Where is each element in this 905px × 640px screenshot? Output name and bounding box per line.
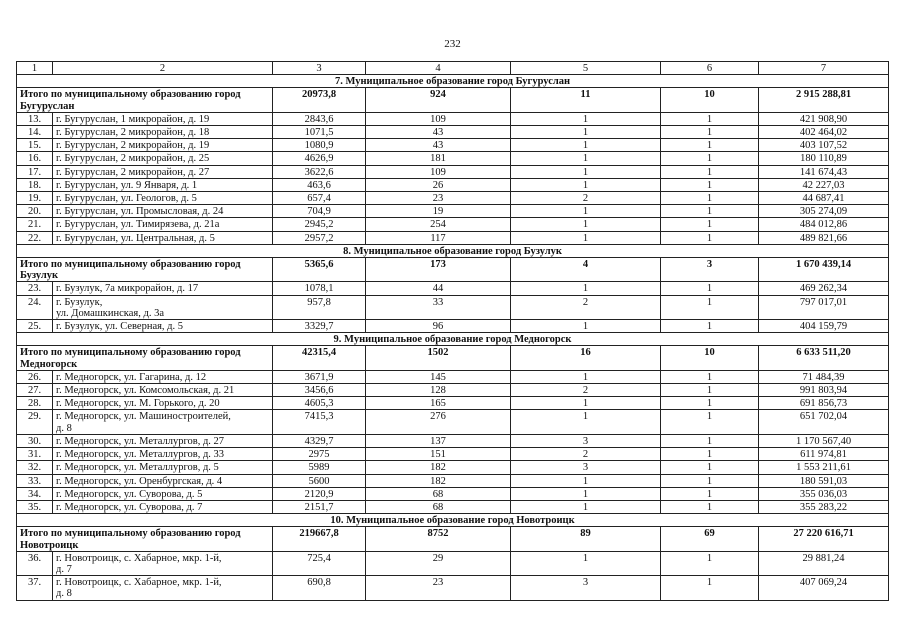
row-col5: 1 — [511, 112, 661, 125]
total-count: 173 — [366, 258, 511, 282]
row-col5: 1 — [511, 487, 661, 500]
row-col6: 1 — [661, 461, 759, 474]
row-count: 33 — [366, 295, 511, 319]
table-row — [17, 112, 889, 125]
row-col5: 1 — [511, 282, 661, 295]
row-count: 26 — [366, 178, 511, 191]
total-label: Итого по муниципальному образованию город Бугуруслан — [17, 88, 273, 112]
row-area: 725,4 — [273, 551, 366, 575]
total-label: Итого по муниципальному образованию город Медногорск — [17, 346, 273, 370]
row-count: 128 — [366, 384, 511, 397]
row-count: 137 — [366, 434, 511, 447]
row-area: 4626,9 — [273, 152, 366, 165]
row-count: 117 — [366, 231, 511, 244]
row-area: 2975 — [273, 448, 366, 461]
row-col6: 1 — [661, 178, 759, 191]
row-address: г. Бугуруслан, 2 микрорайон, д. 19 — [53, 139, 273, 152]
row-address: г. Медногорск, ул. Гагарина, д. 12 — [53, 370, 273, 383]
section-row — [17, 244, 889, 257]
row-col5: 2 — [511, 192, 661, 205]
table-row — [17, 152, 889, 165]
table-row — [17, 320, 889, 333]
row-count: 254 — [366, 218, 511, 231]
total-row — [17, 258, 889, 282]
row-col6: 1 — [661, 192, 759, 205]
row-col5: 1 — [511, 178, 661, 191]
total-area: 219667,8 — [273, 527, 366, 551]
total-col5: 16 — [511, 346, 661, 370]
row-address: г. Бузулук, 7а микрорайон, д. 17 — [53, 282, 273, 295]
row-sum: 180 110,89 — [759, 152, 889, 165]
row-col6: 1 — [661, 165, 759, 178]
row-col6: 1 — [661, 282, 759, 295]
total-row — [17, 527, 889, 551]
row-sum: 484 012,86 — [759, 218, 889, 231]
table-row — [17, 397, 889, 410]
total-area: 20973,8 — [273, 88, 366, 112]
row-col5: 1 — [511, 231, 661, 244]
row-sum: 141 674,43 — [759, 165, 889, 178]
row-col5: 3 — [511, 576, 661, 600]
row-number: 31. — [17, 448, 53, 461]
row-address: г. Медногорск, ул. Оренбургская, д. 4 — [53, 474, 273, 487]
row-col6: 1 — [661, 474, 759, 487]
row-area: 3329,7 — [273, 320, 366, 333]
row-sum: 797 017,01 — [759, 295, 889, 319]
row-address: г. Бугуруслан, 2 микрорайон, д. 27 — [53, 165, 273, 178]
section-title: 9. Муниципальное образование город Медногорск — [17, 333, 889, 346]
row-col5: 1 — [511, 152, 661, 165]
header-cell: 3 — [273, 62, 366, 75]
row-count: 19 — [366, 205, 511, 218]
row-sum: 44 687,41 — [759, 192, 889, 205]
row-address: г. Бузулук, ул. Северная, д. 5 — [53, 320, 273, 333]
row-count: 182 — [366, 474, 511, 487]
row-number: 21. — [17, 218, 53, 231]
row-number: 19. — [17, 192, 53, 205]
row-count: 96 — [366, 320, 511, 333]
row-number: 37. — [17, 576, 53, 600]
table-row — [17, 500, 889, 513]
row-sum: 402 464,02 — [759, 126, 889, 139]
table-body — [17, 62, 889, 601]
row-area: 3671,9 — [273, 370, 366, 383]
row-count: 23 — [366, 576, 511, 600]
row-number: 14. — [17, 126, 53, 139]
header-cell: 5 — [511, 62, 661, 75]
row-address: г. Медногорск, ул. Суворова, д. 7 — [53, 500, 273, 513]
table-row — [17, 139, 889, 152]
row-sum: 991 803,94 — [759, 384, 889, 397]
row-address: г. Медногорск, ул. Металлургов, д. 27 — [53, 434, 273, 447]
header-cell: 2 — [53, 62, 273, 75]
row-address: г. Медногорск, ул. М. Горького, д. 20 — [53, 397, 273, 410]
row-count: 165 — [366, 397, 511, 410]
row-col6: 1 — [661, 218, 759, 231]
row-col6: 1 — [661, 500, 759, 513]
row-area: 1078,1 — [273, 282, 366, 295]
row-col6: 1 — [661, 410, 759, 434]
row-number: 34. — [17, 487, 53, 500]
row-col5: 1 — [511, 551, 661, 575]
total-col6: 10 — [661, 346, 759, 370]
row-number: 35. — [17, 500, 53, 513]
row-address: г. Бугуруслан, 1 микрорайон, д. 19 — [53, 112, 273, 125]
table-row — [17, 178, 889, 191]
row-col5: 2 — [511, 295, 661, 319]
total-sum: 2 915 288,81 — [759, 88, 889, 112]
total-area: 5365,6 — [273, 258, 366, 282]
row-col6: 1 — [661, 397, 759, 410]
total-sum: 27 220 616,71 — [759, 527, 889, 551]
total-sum: 1 670 439,14 — [759, 258, 889, 282]
table-row — [17, 410, 889, 434]
row-area: 7415,3 — [273, 410, 366, 434]
row-area: 4605,3 — [273, 397, 366, 410]
row-col5: 1 — [511, 218, 661, 231]
row-count: 23 — [366, 192, 511, 205]
row-count: 276 — [366, 410, 511, 434]
header-row — [17, 62, 889, 75]
table-row — [17, 231, 889, 244]
table-row — [17, 282, 889, 295]
row-col5: 2 — [511, 384, 661, 397]
row-number: 26. — [17, 370, 53, 383]
row-col5: 1 — [511, 205, 661, 218]
table-row — [17, 434, 889, 447]
row-count: 182 — [366, 461, 511, 474]
row-number: 22. — [17, 231, 53, 244]
row-sum: 651 702,04 — [759, 410, 889, 434]
row-area: 3622,6 — [273, 165, 366, 178]
row-number: 29. — [17, 410, 53, 434]
table-row — [17, 165, 889, 178]
row-address: г. Новотроицк, с. Хабарное, мкр. 1-й, д. 7 — [53, 551, 273, 575]
row-address: г. Медногорск, ул. Металлургов, д. 5 — [53, 461, 273, 474]
table-row — [17, 218, 889, 231]
row-address: г. Бугуруслан, ул. Центральная, д. 5 — [53, 231, 273, 244]
section-row — [17, 75, 889, 88]
row-col5: 3 — [511, 434, 661, 447]
row-area: 4329,7 — [273, 434, 366, 447]
row-col5: 1 — [511, 139, 661, 152]
housing-table — [16, 61, 889, 601]
row-sum: 611 974,81 — [759, 448, 889, 461]
total-col5: 89 — [511, 527, 661, 551]
row-area: 3456,6 — [273, 384, 366, 397]
total-count: 1502 — [366, 346, 511, 370]
total-col6: 69 — [661, 527, 759, 551]
row-col6: 1 — [661, 576, 759, 600]
table-row — [17, 487, 889, 500]
section-row — [17, 333, 889, 346]
row-col5: 1 — [511, 320, 661, 333]
row-address: г. Медногорск, ул. Суворова, д. 5 — [53, 487, 273, 500]
row-area: 957,8 — [273, 295, 366, 319]
row-area: 463,6 — [273, 178, 366, 191]
row-area: 2151,7 — [273, 500, 366, 513]
total-col5: 11 — [511, 88, 661, 112]
row-area: 704,9 — [273, 205, 366, 218]
header-cell: 7 — [759, 62, 889, 75]
row-count: 68 — [366, 500, 511, 513]
page-number: 232 — [444, 38, 461, 50]
row-area: 1080,9 — [273, 139, 366, 152]
row-col6: 1 — [661, 139, 759, 152]
total-col6: 3 — [661, 258, 759, 282]
total-count: 924 — [366, 88, 511, 112]
row-col5: 1 — [511, 370, 661, 383]
row-col5: 3 — [511, 461, 661, 474]
section-title: 8. Муниципальное образование город Бузулук — [17, 244, 889, 257]
row-address: г. Медногорск, ул. Комсомольская, д. 21 — [53, 384, 273, 397]
row-number: 36. — [17, 551, 53, 575]
row-sum: 71 484,39 — [759, 370, 889, 383]
row-col6: 1 — [661, 487, 759, 500]
row-number: 24. — [17, 295, 53, 319]
row-col6: 1 — [661, 448, 759, 461]
table-row — [17, 576, 889, 600]
row-col6: 1 — [661, 384, 759, 397]
row-sum: 421 908,90 — [759, 112, 889, 125]
table-row — [17, 205, 889, 218]
row-number: 20. — [17, 205, 53, 218]
section-title: 10. Муниципальное образование город Новотроицк — [17, 514, 889, 527]
row-area: 5600 — [273, 474, 366, 487]
table-row — [17, 192, 889, 205]
row-number: 16. — [17, 152, 53, 165]
total-row — [17, 346, 889, 370]
row-number: 28. — [17, 397, 53, 410]
row-address: г. Медногорск, ул. Машиностроителей, д. 8 — [53, 410, 273, 434]
row-count: 43 — [366, 126, 511, 139]
total-count: 8752 — [366, 527, 511, 551]
row-number: 17. — [17, 165, 53, 178]
row-address: г. Новотроицк, с. Хабарное, мкр. 1-й, д. 8 — [53, 576, 273, 600]
row-sum: 1 170 567,40 — [759, 434, 889, 447]
row-address: г. Бугуруслан, 2 микрорайон, д. 18 — [53, 126, 273, 139]
row-sum: 29 881,24 — [759, 551, 889, 575]
row-sum: 403 107,52 — [759, 139, 889, 152]
table-row — [17, 384, 889, 397]
row-sum: 407 069,24 — [759, 576, 889, 600]
row-number: 13. — [17, 112, 53, 125]
row-col5: 1 — [511, 410, 661, 434]
row-col6: 1 — [661, 434, 759, 447]
row-col5: 1 — [511, 474, 661, 487]
row-count: 29 — [366, 551, 511, 575]
section-title: 7. Муниципальное образование город Бугуруслан — [17, 75, 889, 88]
table-row — [17, 448, 889, 461]
row-area: 2120,9 — [273, 487, 366, 500]
row-sum: 691 856,73 — [759, 397, 889, 410]
total-col6: 10 — [661, 88, 759, 112]
row-sum: 404 159,79 — [759, 320, 889, 333]
header-cell: 6 — [661, 62, 759, 75]
row-count: 109 — [366, 165, 511, 178]
total-label: Итого по муниципальному образованию город Новотроицк — [17, 527, 273, 551]
row-address: г. Бугуруслан, 2 микрорайон, д. 25 — [53, 152, 273, 165]
row-col5: 1 — [511, 126, 661, 139]
section-row — [17, 514, 889, 527]
total-col5: 4 — [511, 258, 661, 282]
row-count: 43 — [366, 139, 511, 152]
row-address: г. Бузулук, ул. Домашкинская, д. 3а — [53, 295, 273, 319]
row-count: 181 — [366, 152, 511, 165]
row-sum: 355 283,22 — [759, 500, 889, 513]
row-sum: 489 821,66 — [759, 231, 889, 244]
row-col6: 1 — [661, 370, 759, 383]
row-col6: 1 — [661, 205, 759, 218]
row-area: 1071,5 — [273, 126, 366, 139]
row-address: г. Медногорск, ул. Металлургов, д. 33 — [53, 448, 273, 461]
row-count: 44 — [366, 282, 511, 295]
row-address: г. Бугуруслан, ул. Промысловая, д. 24 — [53, 205, 273, 218]
row-area: 657,4 — [273, 192, 366, 205]
row-count: 68 — [366, 487, 511, 500]
row-col6: 1 — [661, 551, 759, 575]
table-row — [17, 126, 889, 139]
row-sum: 469 262,34 — [759, 282, 889, 295]
total-sum: 6 633 511,20 — [759, 346, 889, 370]
row-area: 2843,6 — [273, 112, 366, 125]
row-sum: 42 227,03 — [759, 178, 889, 191]
table-row — [17, 474, 889, 487]
header-cell: 4 — [366, 62, 511, 75]
row-count: 145 — [366, 370, 511, 383]
row-col5: 1 — [511, 165, 661, 178]
row-address: г. Бугуруслан, ул. 9 Января, д. 1 — [53, 178, 273, 191]
table-row — [17, 370, 889, 383]
row-sum: 305 274,09 — [759, 205, 889, 218]
total-area: 42315,4 — [273, 346, 366, 370]
total-label: Итого по муниципальному образованию город Бузулук — [17, 258, 273, 282]
row-col5: 1 — [511, 397, 661, 410]
row-col6: 1 — [661, 231, 759, 244]
row-col5: 1 — [511, 500, 661, 513]
row-area: 690,8 — [273, 576, 366, 600]
table-row — [17, 461, 889, 474]
row-address: г. Бугуруслан, ул. Геологов, д. 5 — [53, 192, 273, 205]
header-cell: 1 — [17, 62, 53, 75]
row-sum: 355 036,03 — [759, 487, 889, 500]
row-sum: 1 553 211,61 — [759, 461, 889, 474]
row-col6: 1 — [661, 320, 759, 333]
row-number: 23. — [17, 282, 53, 295]
row-count: 109 — [366, 112, 511, 125]
row-number: 18. — [17, 178, 53, 191]
table-row — [17, 551, 889, 575]
total-row — [17, 88, 889, 112]
row-number: 27. — [17, 384, 53, 397]
row-number: 32. — [17, 461, 53, 474]
row-area: 5989 — [273, 461, 366, 474]
row-number: 33. — [17, 474, 53, 487]
row-sum: 180 591,03 — [759, 474, 889, 487]
row-col6: 1 — [661, 295, 759, 319]
table-row — [17, 295, 889, 319]
row-number: 25. — [17, 320, 53, 333]
row-col6: 1 — [661, 112, 759, 125]
row-col6: 1 — [661, 126, 759, 139]
row-col5: 2 — [511, 448, 661, 461]
row-area: 2945,2 — [273, 218, 366, 231]
row-number: 30. — [17, 434, 53, 447]
row-area: 2957,2 — [273, 231, 366, 244]
row-number: 15. — [17, 139, 53, 152]
row-count: 151 — [366, 448, 511, 461]
row-address: г. Бугуруслан, ул. Тимирязева, д. 21а — [53, 218, 273, 231]
row-col6: 1 — [661, 152, 759, 165]
